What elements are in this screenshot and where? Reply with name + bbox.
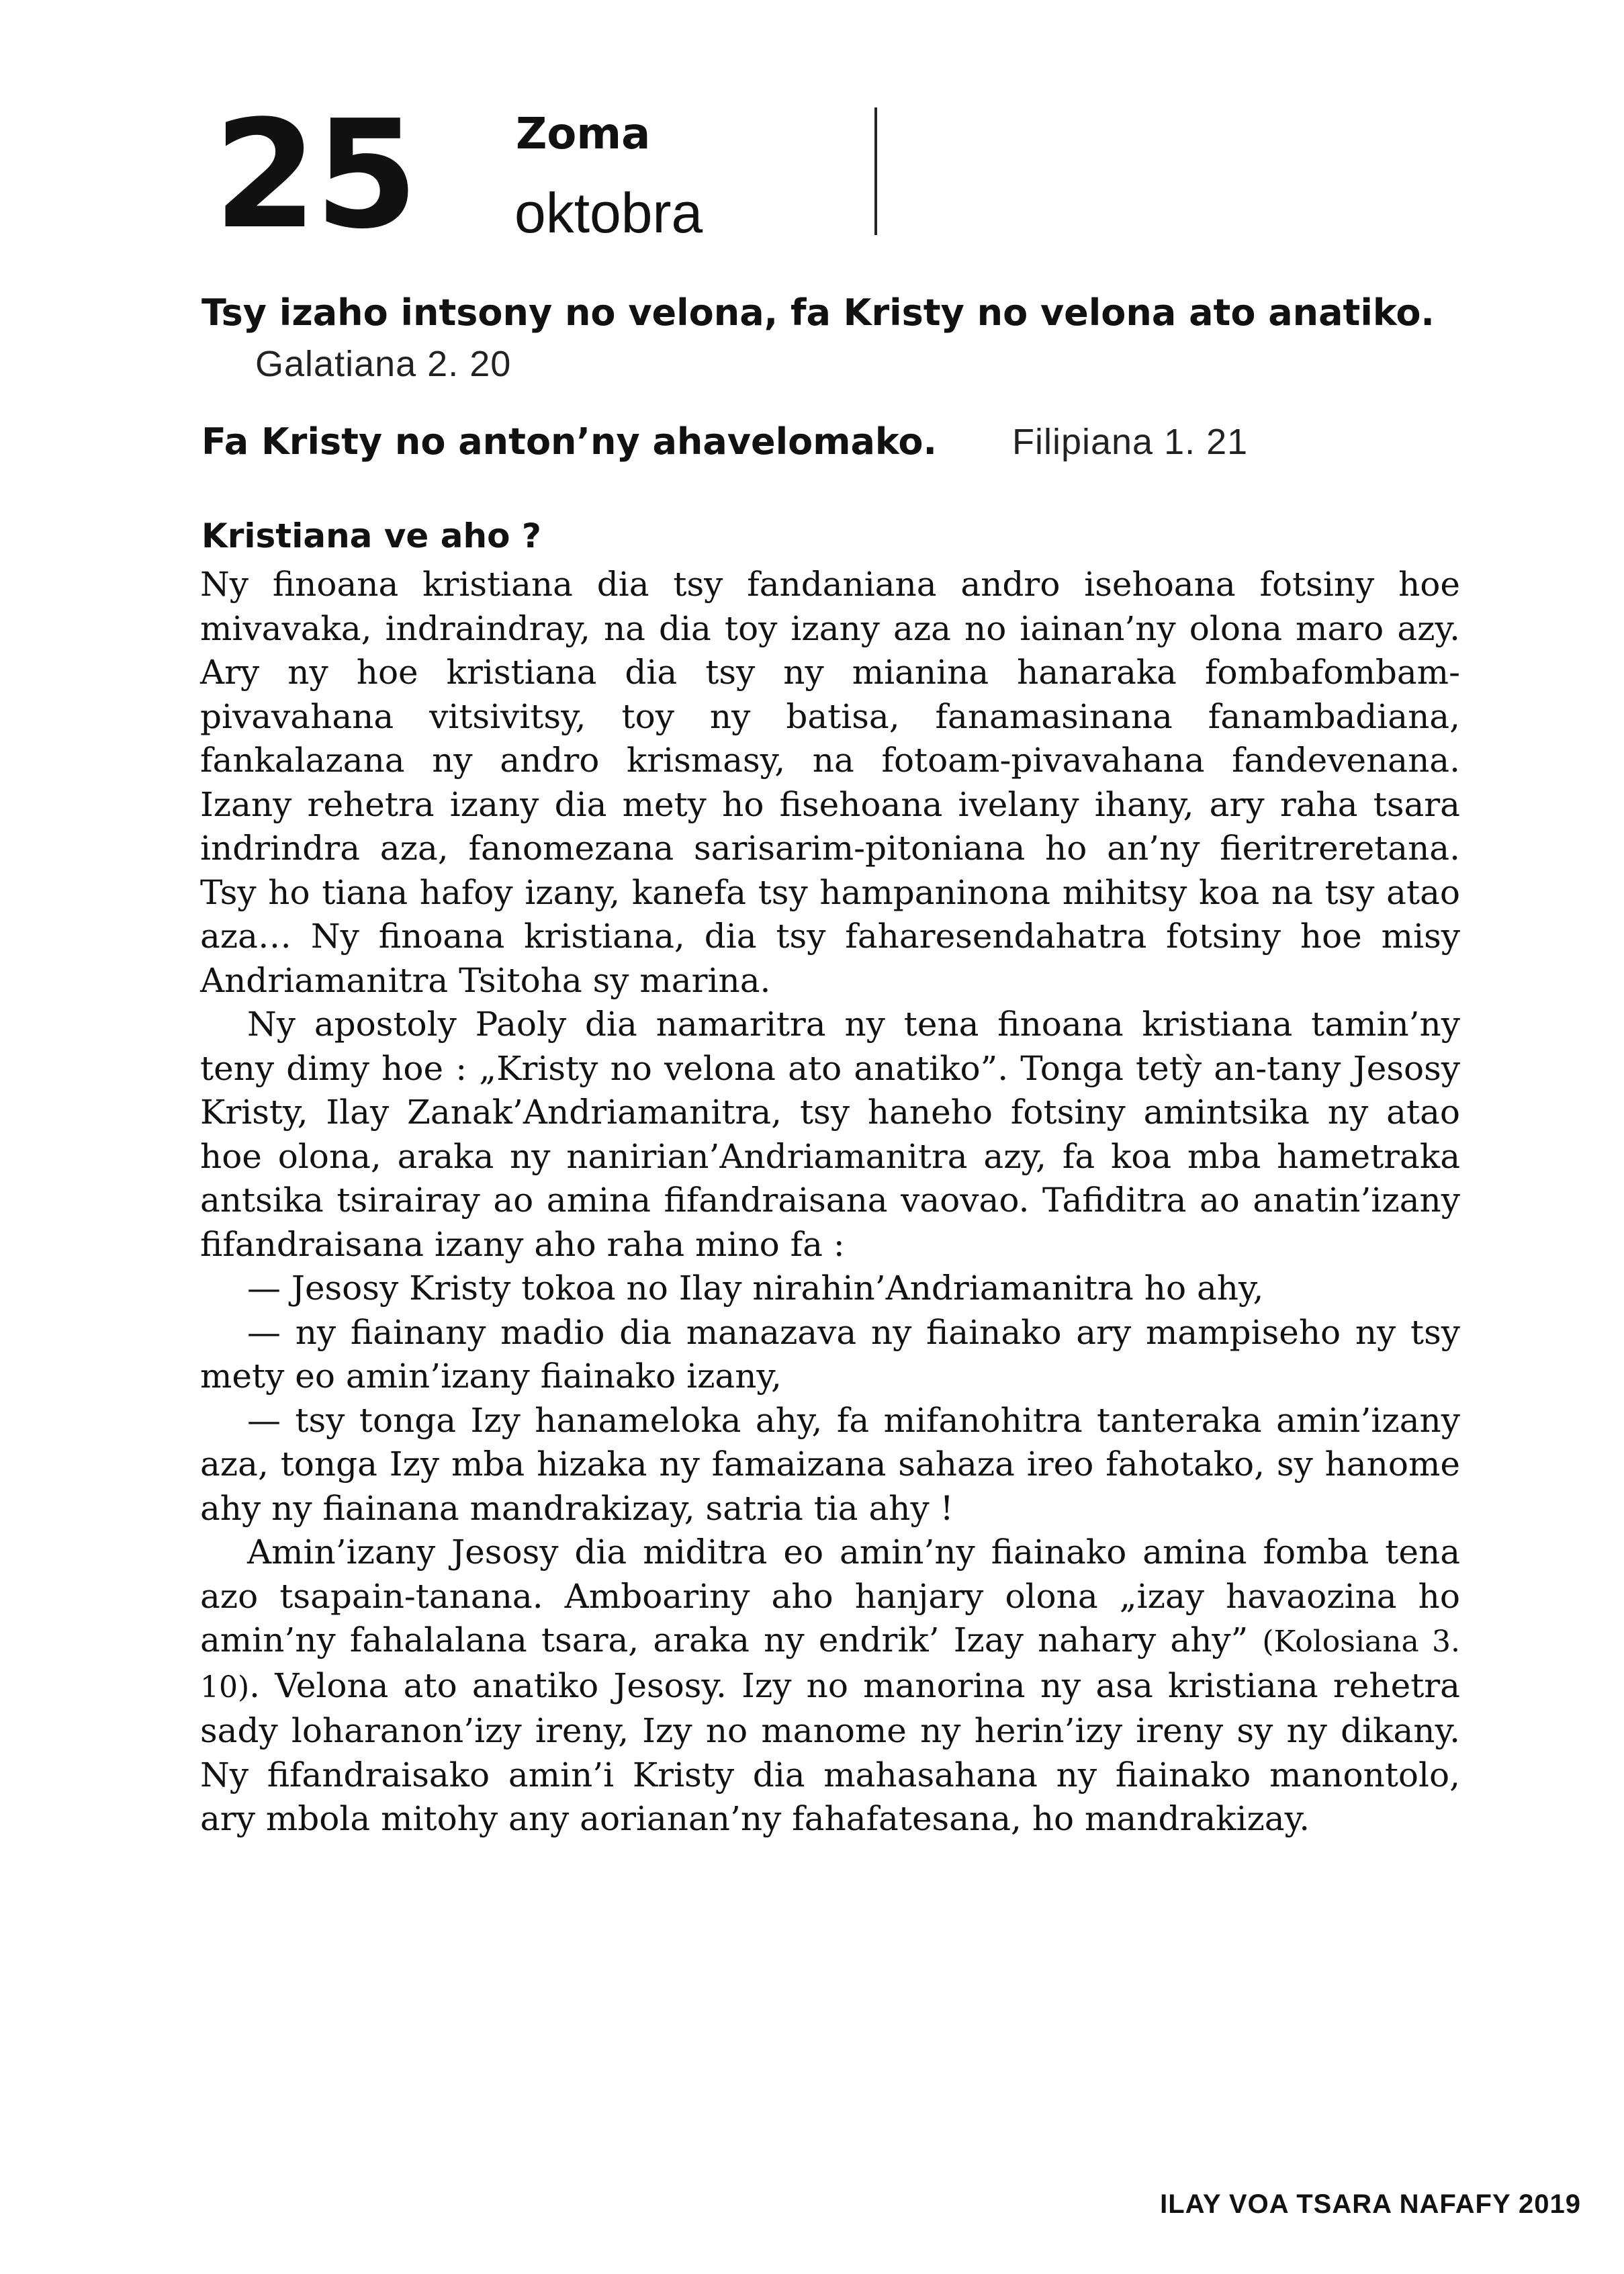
verse-2-text: Fa Kristy no anton’ny ahavelomako.: [201, 420, 937, 463]
paragraph-1: Ny finoana kristiana dia tsy fandaniana andro isehoana fotsiny hoe mivavaka, indraindray, na dia toy izany aza no iainan’ny olona maro azy. Ary ny hoe kristiana dia tsy ny mianina hanaraka fombafombam-pivavahana vitsivitsy, toy ny batisa, fanamasinana fanambadiana, fankalazana ny andro krismasy, na fotoam-pivavahana fandevenana. Izany rehetra izany dia mety ho fisehoana ivelany ihany, ary raha tsara indrindra aza, fanomezana sarisarim-pitoniana ho an’ny fieritreretana. Tsy ho tiana hafoy izany, kanefa tsy hampaninona mihitsy koa na tsy atao aza… Ny finoana kristiana, dia tsy faharesendahatra fotsiny hoe misy Andriamanitra Tsitoha sy marina.: [200, 565, 1460, 1000]
day-number: 25: [214, 89, 416, 262]
verse-2: [201, 416, 1464, 467]
weekday: Zoma: [516, 109, 651, 159]
paragraph-last-end: . Velona ato anatiko Jesosy. Izy no manorina ny asa kristiana rehetra sady loharanon’izy ireny, Izy no manome ny herin’izy ireny sy ny dikany. Ny fifandraisako amin’i Kristy dia mahasahana ny fiainako manontolo, ary mbola mitohy any aorianan’ny fahafatesana, ho mandrakizay.: [200, 1666, 1460, 1838]
article-body: [200, 563, 1460, 1841]
paragraph-last-start: Amin’izany Jesosy dia miditra eo amin’ny fiainako amina fomba tena azo tsapain-tanana. Amboariny aho hanjary olona „izay havaozina ho amin’ny fahalalana tsara, araka ny endrik’ Izay nahary ahy”: [200, 1533, 1460, 1659]
list-item-3: — tsy tonga Izy hanameloka ahy, fa mifanohitra tanteraka amin’izany aza, tonga Izy mba hizaka ny famaizana sahaza ireo fahotako, sy hanome ahy ny fiainana mandrakizay, satria tia ahy !: [200, 1400, 1460, 1528]
verse-1: [201, 287, 1464, 390]
article-title: Kristiana ve aho ?: [201, 516, 541, 555]
list-item-2: — ny fiainany madio dia manazava ny fiainako ary mampiseho ny tsy mety eo amin’izany fiainako izany,: [200, 1312, 1460, 1396]
paragraph-last: [200, 1531, 1460, 1841]
verse-2-reference: Filipiana 1. 21: [1011, 422, 1249, 462]
list-item-1: — Jesosy Kristy tokoa no Ilay nirahin’Andriamanitra ho ahy,: [247, 1269, 1264, 1308]
verse-1-reference: Galatiana 2. 20: [255, 344, 512, 384]
verse-1-text: Tsy izaho intsony no velona, fa Kristy no velona ato anatiko.: [201, 291, 1435, 334]
month: oktobra: [514, 181, 703, 244]
footer-title: ILAY VOA TSARA NAFAFY 2019: [1160, 2189, 1581, 2219]
paragraph-2: Ny apostoly Paoly dia namaritra ny tena finoana kristiana tamin’ny teny dimy hoe : „Kristy no velona ato anatiko”. Tonga tetỳ an-tany Jesosy Kristy, Ilay Zanak’Andriamanitra, tsy haneho fotsiny amintsika ny atao hoe olona, araka ny nanirian’Andriamanitra azy, fa koa mba hametraka antsika tsirairay ao amina fifandraisana vaovao. Tafiditra ao anatin’izany fifandraisana izany aho raha mino fa :: [200, 1005, 1460, 1264]
inline-reference: (Kolosiana 3. 10): [200, 1625, 1460, 1704]
header-divider: [874, 107, 877, 235]
